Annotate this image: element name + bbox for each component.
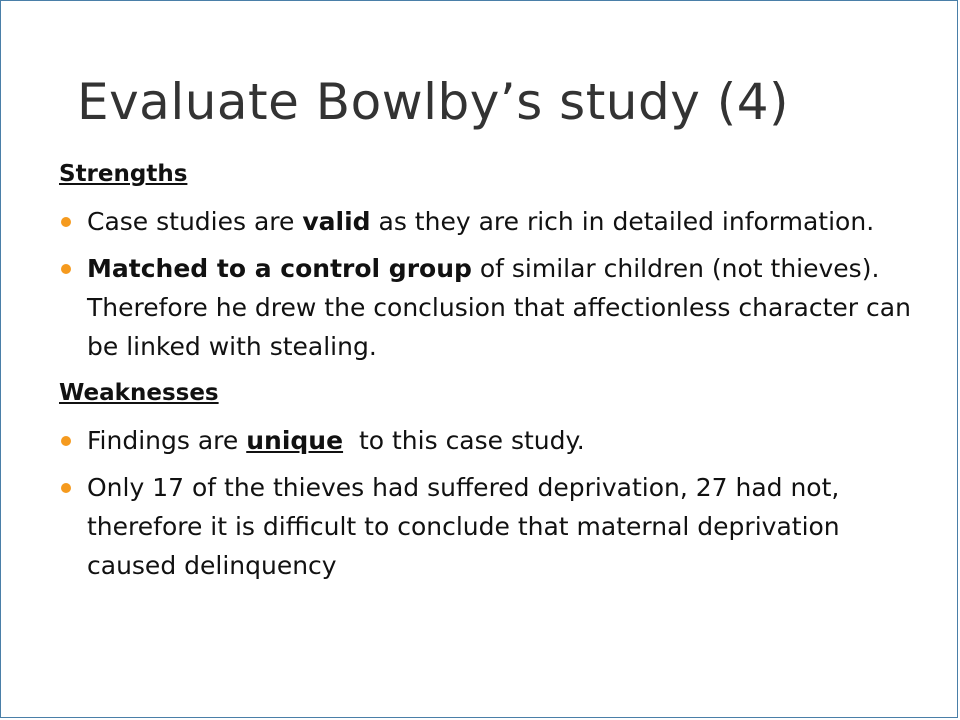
bullet-emphasis: Matched to a control group	[87, 254, 472, 283]
weakness-bullet-2	[59, 468, 919, 585]
bullet-text: Findings are	[87, 426, 247, 455]
bullet-text: as they are rich in detailed information.	[370, 207, 875, 236]
bullet-dot-icon	[61, 264, 71, 274]
weaknesses-heading: Weaknesses	[59, 380, 219, 406]
strength-bullet-2	[59, 249, 919, 366]
bullet-text: to this case study.	[343, 426, 585, 455]
bullet-dot-icon	[61, 483, 71, 493]
weakness-bullet-1	[59, 421, 919, 460]
bullet-text: Only 17 of the thieves had suffered deprivation, 27 had not, therefore it is difficult to conclude that maternal deprivation caused delinquency	[87, 473, 840, 580]
bullet-dot-icon	[61, 436, 71, 446]
bullet-text: of similar children (not thieves). Therefore he drew the conclusion that affectionless character can be linked with stealing.	[87, 254, 911, 361]
bullet-emphasis: valid	[302, 207, 371, 236]
strengths-heading: Strengths	[59, 161, 188, 187]
bullet-dot-icon	[61, 217, 71, 227]
slide-content	[59, 151, 919, 593]
bullet-emphasis: unique	[246, 426, 344, 455]
strength-bullet-1	[59, 202, 919, 241]
slide-title: Evaluate Bowlby’s study (4)	[77, 73, 790, 131]
bullet-text: Case studies are	[87, 207, 303, 236]
